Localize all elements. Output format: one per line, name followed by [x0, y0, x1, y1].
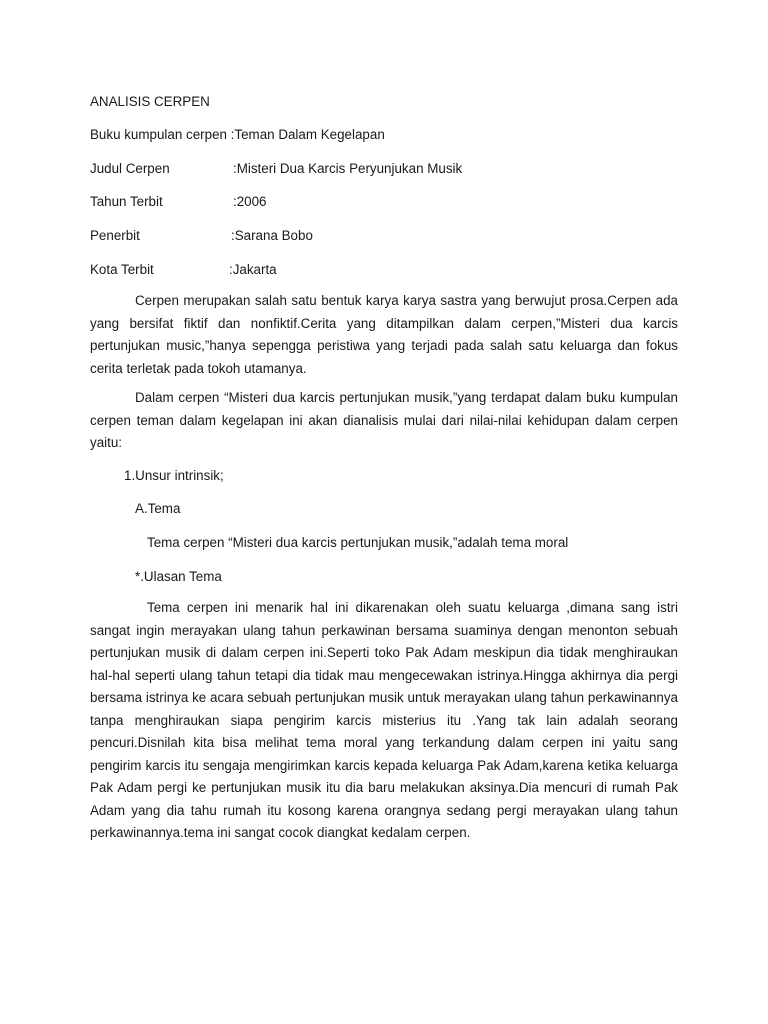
paragraph-3-text: Tema cerpen ini menarik hal ini dikarenakan oleh suatu keluarga ,dimana sang istri sangat ingin merayakan ulang tahun perkawinan bersama suaminya dengan menonton sebuah pertunjukan musik di dalam cerpen ini.Seperti toko Pak Adam meskipun dia tidak menghiraukan hal-hal seperti ulang tahun tetapi dia tidak mau mengecewakan istrinya.Hingga akhirnya dia pergi bersama istrinya ke acara sebuah pertunjukan musik untuk merayakan ulang tahun perkawinannya tanpa menghiraukan siapa pengirim karcis misterius itu .Yang tak lain adalah seorang pencuri.Disnilah kita bisa melihat tema moral yang terkandung dalam cerpen ini yaitu sang pengirim karcis itu sengaja mengirimkan karcis kepada keluarga Pak Adam,karena ketika keluarga Pak Adam pergi ke pertunjukan musik itu dia baru melakukan aksinya.Dia mencuri di rumah Pak Adam yang dia tahu rumah itu kosong karena orangnya sedang pergi merayakan ulang tahun perkawinannya.tema ini sangat cocok diangkat kedalam cerpen.	[90, 600, 678, 840]
paragraph-1	[90, 290, 678, 380]
field-value-tahun: :2006	[233, 194, 267, 209]
field-label-tahun: Tahun Terbit	[90, 194, 163, 209]
document-title: ANALISIS CERPEN	[90, 94, 210, 109]
subsection-tema: A.Tema	[135, 501, 181, 516]
paragraph-1-text: Cerpen merupakan salah satu bentuk karya karya sastra yang berwujut prosa.Cerpen ada yang bersifat fiktif dan nonfiktif.Cerita yang ditampilkan dalam cerpen,”Misteri dua karcis pertunjukan music,”hanya sepengga peristiwa yang terjadi pada salah satu keluarga dan fokus cerita terletak pada tokoh utamanya.	[90, 293, 678, 376]
field-label-kota: Kota Terbit	[90, 262, 154, 277]
field-value-kota: :Jakarta	[229, 262, 277, 277]
paragraph-3	[90, 597, 678, 845]
section-unsur-intrinsik: 1.Unsur intrinsik;	[124, 468, 224, 483]
field-label-judul: Judul Cerpen	[90, 161, 170, 176]
paragraph-2	[90, 387, 678, 455]
field-label-penerbit: Penerbit	[90, 228, 140, 243]
paragraph-2-text: Dalam cerpen “Misteri dua karcis pertunjukan musik,”yang terdapat dalam buku kumpulan cerpen teman dalam kegelapan ini akan dianalisis mulai dari nilai-nilai kehidupan dalam cerpen yaitu:	[90, 390, 678, 450]
tema-statement: Tema cerpen “Misteri dua karcis pertunjukan musik,”adalah tema moral	[147, 535, 569, 550]
field-value-judul: :Misteri Dua Karcis Peryunjukan Musik	[233, 161, 463, 176]
ulasan-tema-heading: *.Ulasan Tema	[135, 569, 222, 584]
book-line: Buku kumpulan cerpen :Teman Dalam Kegelapan	[90, 127, 385, 142]
field-value-penerbit: :Sarana Bobo	[231, 228, 313, 243]
